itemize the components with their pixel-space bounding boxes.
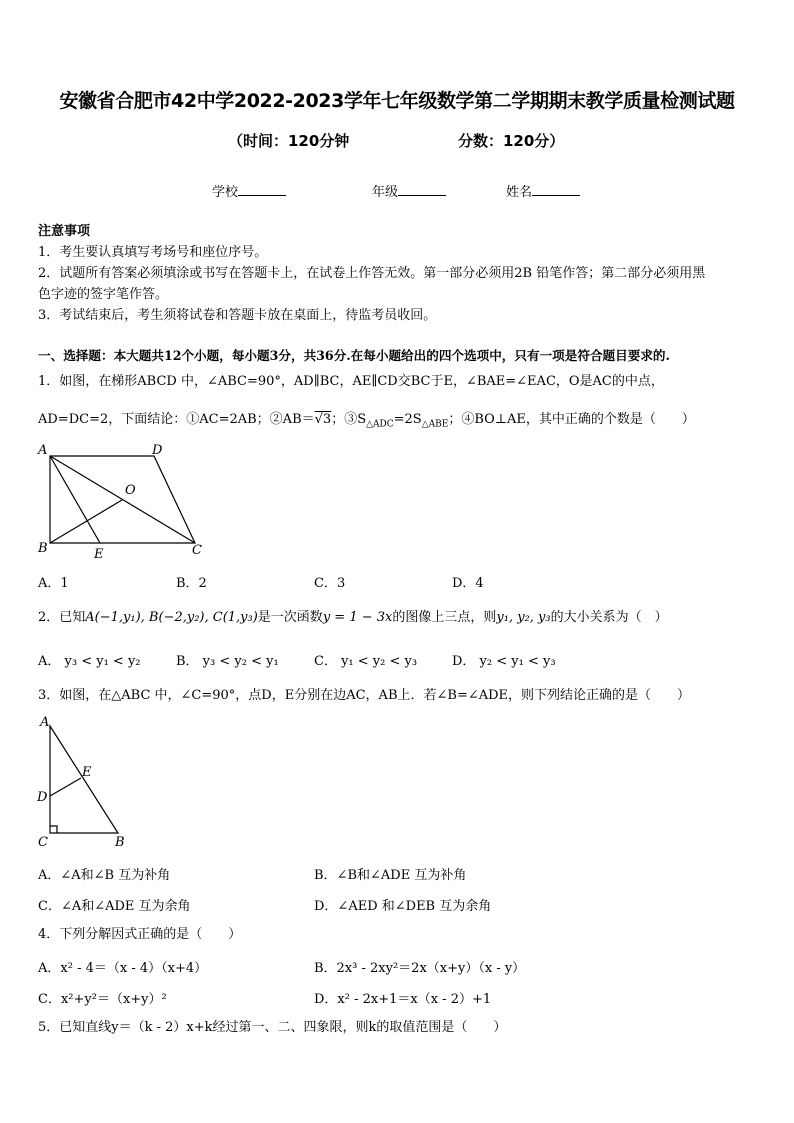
q3-option-a: A．∠A和∠B 互为补角 <box>38 868 171 883</box>
notice-heading: 注意事项 <box>38 224 91 239</box>
exam-time: （时间：120分钟 <box>228 132 350 150</box>
q4-option-d: D．x² - 2x+1＝x（x - 2）+1 <box>314 992 492 1007</box>
q1-option-a: A．1 <box>38 576 69 591</box>
q2-option-b: B． y₃ < y₂ < y₁ <box>176 654 279 669</box>
label-o: O <box>125 483 136 498</box>
q3-option-d: D．∠AED 和∠DEB 互为余角 <box>314 899 492 914</box>
school-field: 学校 <box>212 181 286 200</box>
q4-option-b: B．2x³ - 2xy²＝2x（x+y）（x - y） <box>314 961 526 976</box>
label-a: A <box>38 443 48 458</box>
name-field: 姓名 <box>506 181 580 200</box>
label-b: B <box>115 835 125 850</box>
label-b: B <box>38 541 48 556</box>
q1-trapezoid-figure <box>30 440 210 565</box>
q3-option-b: B．∠B和∠ADE 互为补角 <box>314 868 467 883</box>
q5-text: 5．已知直线y＝（k - 2）x+k经过第一、二、四象限，则k的取值范围是（ ） <box>38 1020 507 1035</box>
grade-field: 年级 <box>372 181 446 200</box>
q1-option-b: B．2 <box>176 576 207 591</box>
notice-item: 2．试题所有答案必须填涂或书写在答题卡上，在试卷上作答无效。第一部分必须用2B 铅笔作答；第二部分必须用黑 <box>38 266 706 281</box>
right-angle-mark <box>50 826 57 833</box>
q2-option-d: D． y₂ < y₁ < y₃ <box>452 654 556 669</box>
q1-text-line1: 1．如图，在梯形ABCD 中，∠ABC=90°，AD∥BC，AE∥CD交BC于E，∠BAE=∠EAC，O是AC的中点， <box>38 374 664 389</box>
q1-text-line2: AD=DC=2，下面结论：①AC=2AB；②AB＝√3；$③S_{\triangle ADC}=2S_{\triangle ABE}$；④BO⊥AE，其中正确的个数是（ ） <box>38 412 695 430</box>
q2-text: 2．已知A(−1,y₁), B(−2,y₂), C(1,y₃)是一次函数y = 1 − 3x的图像上三点，则y₁, y₂, y₃的大小关系为（ ） <box>38 610 668 625</box>
exam-score: 分数：120分） <box>458 132 565 150</box>
label-a: A <box>40 715 50 730</box>
q3-text: 3．如图，在△ABC 中，∠C=90°，点D，E分别在边AC，AB上．若∠B=∠ADE，则下列结论正确的是（ ） <box>38 688 691 703</box>
label-d: D <box>152 443 163 458</box>
exam-title: 安徽省合肥市42中学2022-2023学年七年级数学第二学期期末教学质量检测试题 <box>59 90 735 112</box>
q1-option-d: D．4 <box>452 576 484 591</box>
label-c: C <box>38 835 48 850</box>
notice-item: 1．考生要认真填写考场号和座位序号。 <box>38 245 268 260</box>
q4-option-a: A．x² - 4＝（x - 4）（x+4） <box>38 961 208 976</box>
q3-triangle-figure <box>30 712 140 854</box>
q3-option-c: C．∠A和∠ADE 互为余角 <box>38 899 191 914</box>
q4-text: 4．下列分解因式正确的是（ ） <box>38 927 242 942</box>
label-e: E <box>94 547 104 562</box>
label-d: D <box>37 790 48 805</box>
segment-bo <box>50 500 122 543</box>
notice-item: 色字迹的签字笔作答。 <box>38 287 169 302</box>
q2-option-a: A． y₃ < y₁ < y₂ <box>38 654 141 669</box>
q1-option-c: C．3 <box>314 576 346 591</box>
notice-item: 3．考试结束后，考生须将试卷和答题卡放在桌面上，待监考员收回。 <box>38 308 437 323</box>
label-e: E <box>82 765 92 780</box>
label-c: C <box>192 543 202 558</box>
segment-de <box>50 778 81 796</box>
q4-option-c: C．x²+y²＝（x+y）² <box>38 992 167 1007</box>
section-heading: 一、选择题：本大题共12个小题，每小题3分，共36分.在每小题给出的四个选项中，只有一项是符合题目要求的. <box>38 348 670 363</box>
q2-option-c: C． y₁ < y₂ < y₃ <box>314 654 418 669</box>
segment-ae <box>50 456 100 543</box>
